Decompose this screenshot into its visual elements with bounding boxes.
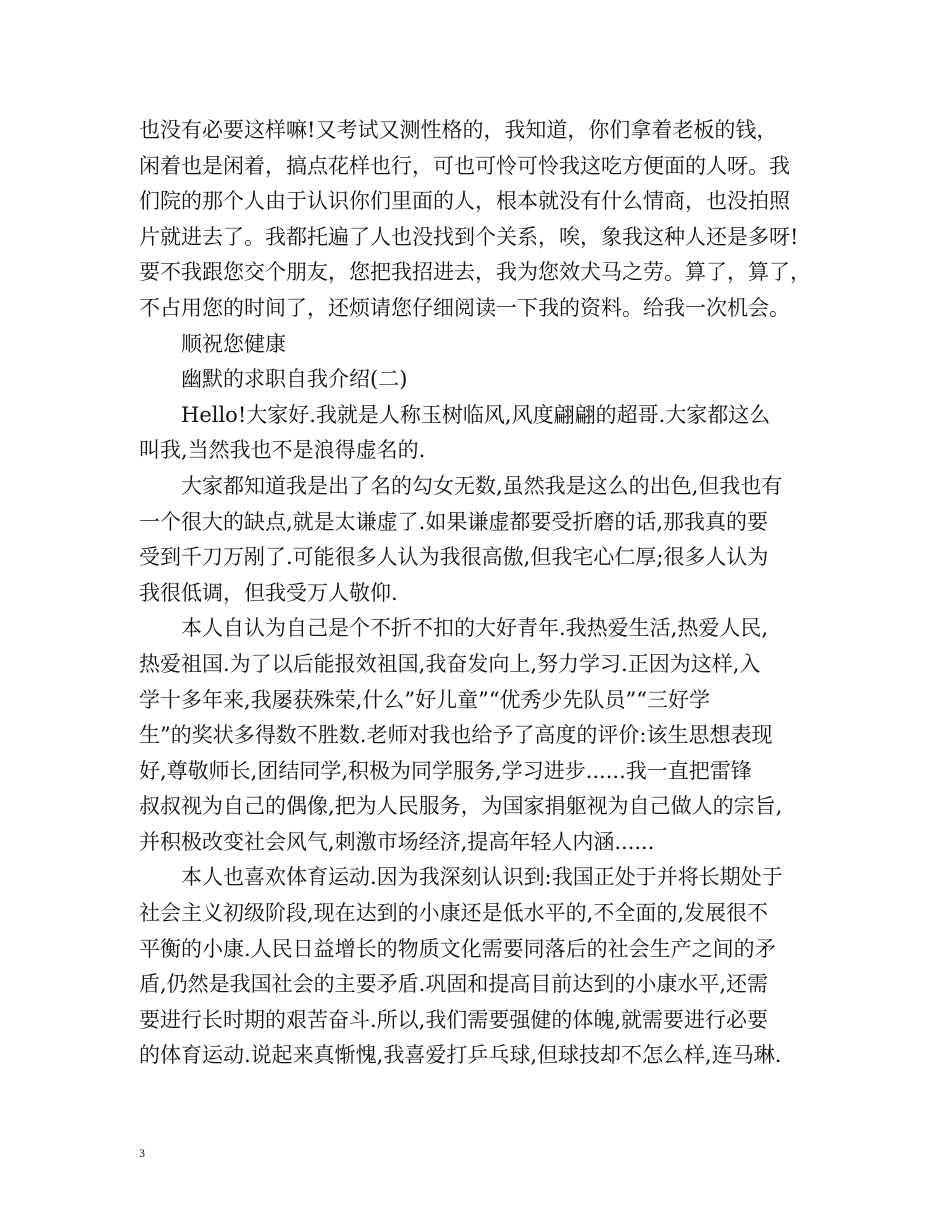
text-line: 大家都知道我是出了名的勾女无数,虽然我是这么的出色,但我也有 (181, 473, 783, 498)
text-line: 学十多年来,我屡获殊荣,什么”好儿童”“优秀少先队员”“三好学 (139, 687, 711, 712)
text-line: 并积极改变社会风气,刺激市场经济,提高年轻人内涵...... (139, 829, 655, 854)
text-line: 本人也喜欢体育运动.因为我深刻认识到:我国正处于并将长期处于 (181, 865, 783, 890)
text-line: 的体育运动.说起来真惭愧,我喜爱打乒乓球,但球技却不怎么样,连马琳. (139, 1043, 782, 1068)
text-line: 闲着也是闲着，搞点花样也行，可也可怜可怜我这吃方便面的人呀。我 (139, 153, 790, 178)
text-line: 生”的奖状多得数不胜数.老师对我也给予了高度的评价:该生思想表现 (139, 723, 773, 748)
text-line: 热爱祖国.为了以后能报效祖国,我奋发向上,努力学习.正因为这样,入 (139, 651, 761, 676)
text-line: 顺祝您健康 (181, 331, 286, 356)
text-line: 平衡的小康.人民日益增长的物质文化需要同落后的社会生产之间的矛 (139, 936, 776, 961)
text-line: 叫我,当然我也不是浪得虚名的. (139, 438, 426, 463)
text-line: 不占用您的时间了，还烦请您仔细阅读一下我的资料。给我一次机会。 (139, 295, 790, 320)
text-line: 一个很大的缺点,就是太谦虚了.如果谦虚都要受折磨的话,那我真的要 (139, 509, 769, 534)
text-line: 社会主义初级阶段,现在达到的小康还是低水平的,不全面的,发展很不 (139, 901, 769, 926)
text-line: 盾,仍然是我国社会的主要矛盾.巩固和提高目前达到的小康水平,还需 (139, 972, 769, 997)
text-line: 受到千刀万剐了.可能很多人认为我很高傲,但我宅心仁厚;很多人认为 (139, 545, 769, 570)
text-line: 我很低调，但我受万人敬仰. (139, 580, 398, 605)
text-line: 幽默的求职自我介绍(二) (181, 367, 408, 392)
text-line: 要不我跟您交个朋友，您把我招进去，我为您效犬马之劳。算了，算了， (139, 260, 811, 285)
text-line: 也没有必要这样嘛!又考试又测性格的，我知道，你们拿着老板的钱， (139, 118, 778, 142)
body-text (139, 113, 829, 1074)
text-line: 们院的那个人由于认识你们里面的人，根本就没有什么情商，也没拍照 (139, 189, 790, 214)
text-line: 本人自认为自己是个不折不扣的大好青年.我热爱生活,热爱人民, (181, 616, 769, 641)
page-number: 3 (139, 1146, 145, 1160)
text-line: 叔叔视为自己的偶像,把为人民服务，为国家捐躯视为自己做人的宗旨, (139, 794, 783, 819)
text-line: 片就进去了。我都托遍了人也没找到个关系，唉，象我这种人还是多呀! (139, 224, 799, 249)
text-line: Hello!大家好.我就是人称玉树临风,风度翩翩的超哥.大家都这么 (181, 402, 771, 427)
text-line: 要进行长时期的艰苦奋斗.所以,我们需要强健的体魄,就需要进行必要 (139, 1007, 769, 1032)
text-line: 好,尊敬师长,团结同学,积极为同学服务,学习进步......我一直把雷锋 (139, 758, 752, 783)
